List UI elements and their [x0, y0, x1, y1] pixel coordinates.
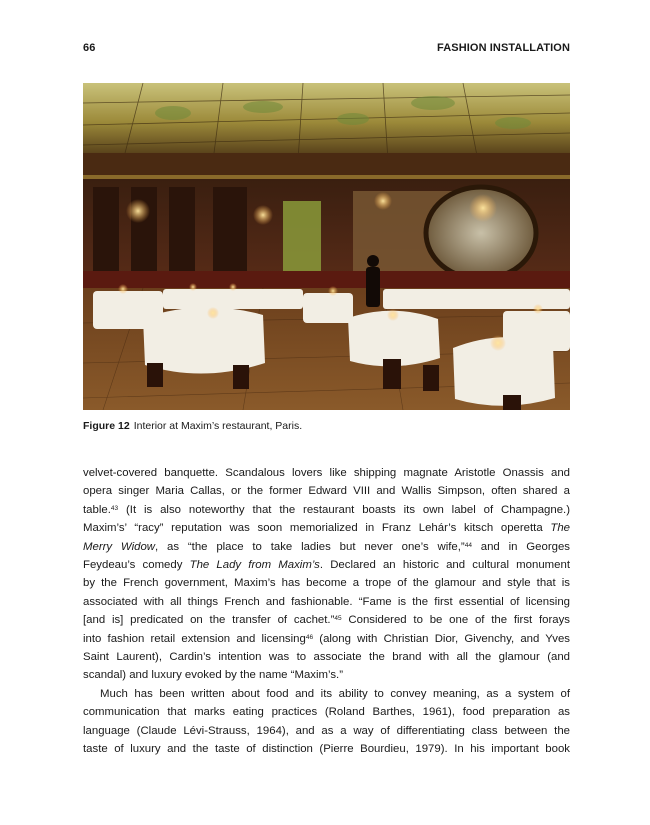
figure-caption-text: Interior at Maxim’s restaurant, Paris.: [133, 420, 303, 432]
page-number: 66: [83, 42, 96, 54]
body-line: into fashion retail extension and licensing$^{46}$ (along with Christian Dior, Givenchy, and Yves: [83, 632, 571, 645]
body-line: Saint Laurent), Cardin’s intention was to associate the brand with all the glamour (and: [83, 651, 570, 664]
footnote-ref: 43: [110, 504, 119, 512]
footnote-ref: 45: [334, 615, 342, 623]
footnote-ref: 44: [464, 541, 472, 549]
page-header: [83, 42, 570, 56]
body-line: opera singer Maria Callas, or the former Edward VIII and Wallis Simpson, often shared a: [83, 485, 570, 498]
footnote-ref: 46: [305, 633, 314, 641]
body-line: communication that marks eating practices (Roland Barthes, 1961), food preparation as: [83, 706, 570, 719]
body-line: taste of luxury and the taste of distinction (Pierre Bourdieu, 1979). In his important book: [83, 743, 570, 756]
figure-label: Figure 12: [83, 420, 130, 432]
body-line: by the French government, Maxim’s has become a trope of the glamour and style that is: [83, 577, 570, 590]
body-line: scandal) and luxury evoked by the name “Maxim’s.”: [83, 669, 343, 682]
body-line: associated with all things French and fashionable. “Fame is the first essential of licensing: [83, 595, 570, 608]
figure-caption: [83, 420, 302, 432]
restaurant-photo: [83, 83, 570, 410]
body-line: velvet-covered banquette. Scandalous lovers like shipping magnate Aristotle Onassis and: [83, 467, 570, 479]
body-line: Feydeau’s comedy The Lady from Maxim’s. Declared an historic and cultural monument: [83, 559, 570, 572]
body-text: [83, 464, 570, 759]
body-line: Maxim’s’ “racy” reputation was soon memorialized in Franz Lehár’s kitsch operetta The: [83, 522, 570, 535]
body-line: table.$^{43}$ (It is also noteworthy that the restaurant boasts its own label of Champagne.): [83, 503, 570, 516]
body-line: Merry Widow, as “the place to take ladies but never one’s wife,”$^{44}$ and in Georges: [83, 540, 570, 553]
body-line: [and is] predicated on the transfer of cachet.”$^{45}$ Considered to be one of the first forays: [83, 614, 570, 627]
running-title: FASHION INSTALLATION: [437, 42, 570, 54]
restaurant-photo-illustration: [83, 83, 570, 410]
body-line: language (Claude Lévi-Strauss, 1964), and as a way of differentiating class between the: [83, 724, 570, 737]
body-line: Much has been written about food and its ability to convey meaning, as a system of: [100, 687, 570, 700]
